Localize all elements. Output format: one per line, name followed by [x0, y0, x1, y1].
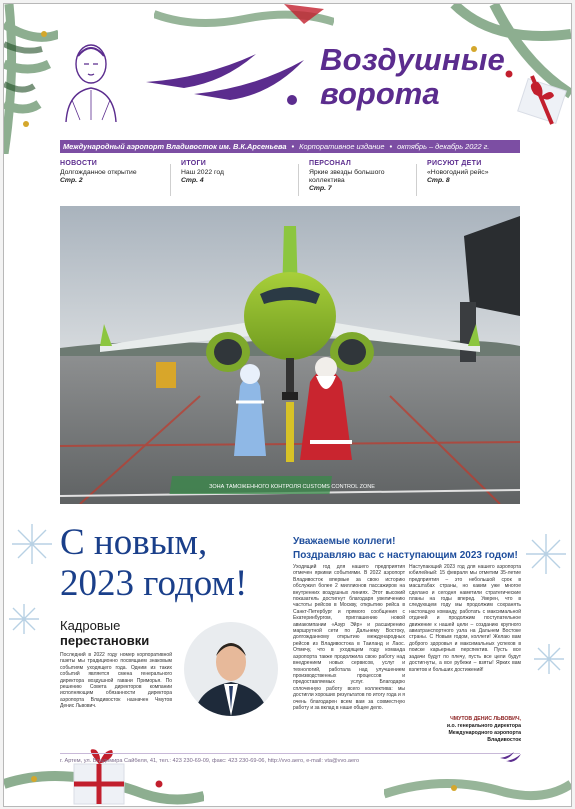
staff-article-title-line1: Кадровые [60, 618, 121, 633]
teaser-results[interactable] [181, 160, 281, 204]
greeting-column-1: Уходящий год для нашего предприятия отмечен яркими событиями. В 2022 аэропорт Владивосток впервые за свою историю обслужил более 2 миллионов пассажиров на внутренних воздушных линиях. Этот высокий показатель достигнут благодаря увеличению частоты рейсов в Москву, открытию рейса в Санкт-Петербург и прямого сообщения с Екатеринбургом, приглашению новой авиакомпании «Азур Эйр» и расширению маршрутной сети по Дальнему Востоку, долгожданному открытию международных рейсов из Владивостока в Таиланд и Лаос. Отмечу, что в уходящем году команда аэропорта также продолжила свою работу над внедрением новых сервисов, услуг и технологий, работала над улучшением производственных процессов и предоставляемых услуг. Благодарю сплоченную работу всего коллектива: мы достигли хороших результатов по итогу года и я очень благодарен всем вам за совместную работу и за вклад в наше общее дело. [293, 564, 405, 711]
arsenyev-portrait [58, 30, 124, 122]
teaser-heading: РИСУЮТ ДЕТИ [427, 160, 482, 167]
newspaper-title-line2: ворота [320, 76, 440, 111]
teaser-page: Стр. 2 [60, 177, 83, 184]
footer-divider [60, 753, 520, 754]
newspaper-page [3, 3, 572, 807]
teaser-page: Стр. 8 [427, 177, 450, 184]
headline-line1: С новым, [60, 522, 208, 563]
section-teasers [60, 160, 520, 204]
signature-block [409, 716, 521, 744]
staff-article-text: Последний в 2022 году номер корпоративной газеты мы традиционно посвящаем знаковым событиям уходящего года. Одним из таких событий является смена генерального директора воздушной гавани Приморья. По решению Совета директоров компании исполняющим обязанности директора аэропорта Владивосток назначен Чмутов Денис Львович. [60, 652, 172, 710]
snowflake-decor-right [521, 504, 571, 704]
teaser-title: Яркие звезды большого коллектива [309, 169, 385, 184]
teaser-news[interactable] [60, 160, 160, 204]
footer-contacts: г. Артем, ул. Владимира Сайбеля, 41, тел.: 423 230-69-09, факс: 423 230-69-06, http://vvo.aero, e-mail: vta@vvo.aero [60, 758, 360, 764]
signer-name: ЧМУТОВ ДЕНИС ЛЬВОВИЧ, [450, 716, 521, 722]
snowflake-decor-left [4, 504, 60, 654]
staff-article-title-line2: перестановки [60, 633, 150, 648]
issue-info-bar: Международный аэропорт Владивосток им. В.К.Арсеньева • Корпоративное издание • октябрь – декабрь 2022 г. [60, 140, 520, 153]
teaser-kids[interactable] [427, 160, 520, 204]
teaser-staff[interactable] [309, 160, 409, 204]
cover-photo-aircraft [60, 206, 520, 504]
teaser-title: «Новогодний рейс» [427, 169, 489, 176]
teaser-divider [170, 164, 171, 196]
teaser-heading: НОВОСТИ [60, 160, 98, 167]
signer-city: Владивосток [487, 737, 521, 743]
greeting-subheading: Поздравляю вас с наступающим 2023 годом! [293, 550, 518, 561]
teaser-divider [298, 164, 299, 196]
headline-line2: 2023 годом! [60, 563, 248, 604]
teaser-heading: ПЕРСОНАЛ [309, 160, 352, 167]
teaser-page: Стр. 7 [309, 185, 332, 192]
teaser-title: Долгожданное открытие [60, 169, 137, 176]
airport-name: Международный аэропорт Владивосток им. В.К.Арсеньева [63, 142, 287, 151]
teaser-title: Наш 2022 год [181, 169, 224, 176]
footer-logo-icon [500, 750, 522, 762]
decor-top-center [154, 4, 334, 34]
newspaper-title-line1: Воздушные [320, 42, 505, 77]
director-photo [184, 622, 278, 716]
teaser-page: Стр. 4 [181, 177, 204, 184]
vvo-logo-icon [144, 48, 314, 108]
greeting-heading: Уважаемые коллеги! [293, 536, 396, 547]
teaser-divider [416, 164, 417, 196]
edition-type: Корпоративное издание [299, 142, 385, 151]
greeting-column-2: Наступающий 2023 год для нашего аэропорта юбилейный: 15 февраля мы отметим 35-летие предприятия – это небольшой срок в масштабах страны, но каким уже многое сделано и сегодня наметили стратегические планы на годы вперед. Уверен, что в следующем году мы продолжим сохранять настоящую команду, работать с максимальной отдачей и продолжим поступательное движение к нашей цели – созданию крупного авиатранспортного узла на Дальнем Востоке страны. С Новым годом, коллеги! Желаю вам доброго здоровья и максимальных успехов в поиске карьерных перспектив. Пусть все задачи будут по плечу, пусть все цели будут достигнуты, а все рубежи – взяты! Ярких вам взлетов и больших достижений! [409, 564, 521, 673]
signer-role: и.о. генерального директора [446, 723, 521, 729]
teaser-heading: ИТОГИ [181, 160, 207, 167]
customs-zone-marking: ЗОНА ТАМОЖЕННОГО КОНТРОЛЯ CUSTOMS CONTROL ZONE [209, 484, 375, 490]
issue-period: октябрь – декабрь 2022 г. [397, 142, 490, 151]
signer-org: Международного аэропорта [448, 730, 521, 736]
